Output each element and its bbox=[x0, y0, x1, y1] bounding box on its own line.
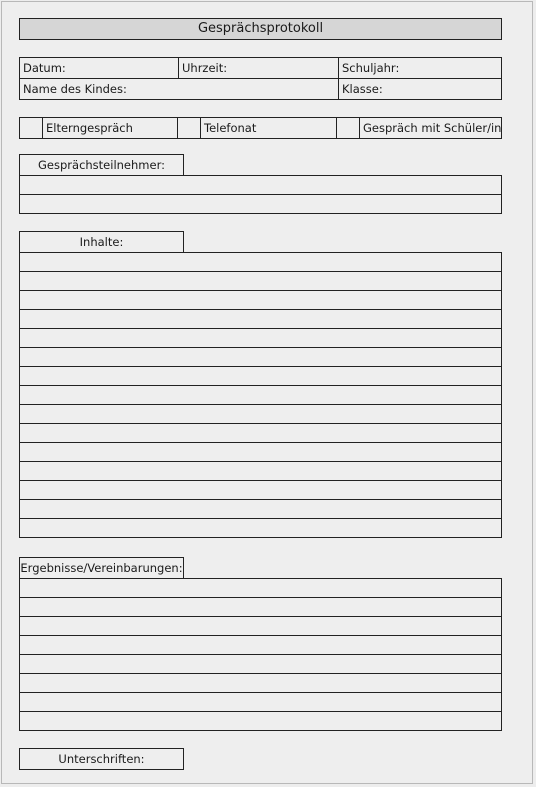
writing-line[interactable] bbox=[20, 655, 501, 674]
writing-line[interactable] bbox=[20, 405, 501, 424]
writing-line[interactable] bbox=[20, 424, 501, 443]
writing-line[interactable] bbox=[20, 693, 501, 712]
schuljahr-field[interactable] bbox=[339, 58, 501, 78]
writing-line[interactable] bbox=[20, 617, 501, 636]
page-title: Gesprächsprotokoll bbox=[19, 18, 502, 40]
writing-line[interactable] bbox=[20, 367, 501, 386]
writing-line[interactable] bbox=[20, 636, 501, 655]
type-row bbox=[20, 118, 501, 139]
writing-line[interactable] bbox=[20, 579, 501, 598]
protocol-page bbox=[1, 1, 533, 784]
unterschriften-box: Unterschriften: bbox=[19, 748, 184, 770]
elterngespraech-label: Elterngespräch bbox=[43, 118, 178, 138]
teilnehmer-tab: Gesprächsteilnehmer: bbox=[19, 154, 184, 175]
writing-line[interactable] bbox=[20, 176, 501, 195]
writing-line[interactable] bbox=[20, 674, 501, 693]
writing-line[interactable] bbox=[20, 519, 501, 538]
datum-label: Datum: bbox=[23, 61, 66, 75]
writing-line[interactable] bbox=[20, 291, 501, 310]
writing-line[interactable] bbox=[20, 500, 501, 519]
schueler-checkbox[interactable] bbox=[337, 118, 360, 138]
writing-line[interactable] bbox=[20, 253, 501, 272]
name-label: Name des Kindes: bbox=[23, 82, 127, 96]
writing-line[interactable] bbox=[20, 481, 501, 500]
teilnehmer-lines[interactable] bbox=[19, 175, 502, 214]
telefonat-checkbox[interactable] bbox=[178, 118, 201, 138]
inhalte-lines[interactable] bbox=[19, 252, 502, 538]
writing-line[interactable] bbox=[20, 348, 501, 367]
writing-line[interactable] bbox=[20, 443, 501, 462]
type-grid bbox=[19, 117, 502, 139]
info-row-2 bbox=[20, 79, 501, 100]
schuljahr-label: Schuljahr: bbox=[342, 61, 400, 75]
ergebnisse-tab: Ergebnisse/Vereinbarungen: bbox=[19, 557, 184, 578]
info-grid bbox=[19, 57, 502, 100]
inhalte-tab: Inhalte: bbox=[19, 231, 184, 252]
writing-line[interactable] bbox=[20, 386, 501, 405]
elterngespraech-checkbox[interactable] bbox=[20, 118, 43, 138]
klasse-field[interactable] bbox=[339, 79, 501, 99]
writing-line[interactable] bbox=[20, 310, 501, 329]
klasse-label: Klasse: bbox=[342, 82, 383, 96]
ergebnisse-lines[interactable] bbox=[19, 578, 502, 731]
writing-line[interactable] bbox=[20, 598, 501, 617]
name-field[interactable] bbox=[20, 79, 339, 99]
schueler-label: Gespräch mit Schüler/in bbox=[363, 121, 501, 135]
writing-line[interactable] bbox=[20, 272, 501, 291]
datum-field[interactable] bbox=[20, 58, 179, 78]
telefonat-label: Telefonat bbox=[201, 118, 337, 138]
uhrzeit-label: Uhrzeit: bbox=[182, 61, 228, 75]
info-row-1 bbox=[20, 58, 501, 79]
uhrzeit-field[interactable] bbox=[179, 58, 339, 78]
writing-line[interactable] bbox=[20, 462, 501, 481]
writing-line[interactable] bbox=[20, 712, 501, 731]
writing-line[interactable] bbox=[20, 195, 501, 214]
writing-line[interactable] bbox=[20, 329, 501, 348]
